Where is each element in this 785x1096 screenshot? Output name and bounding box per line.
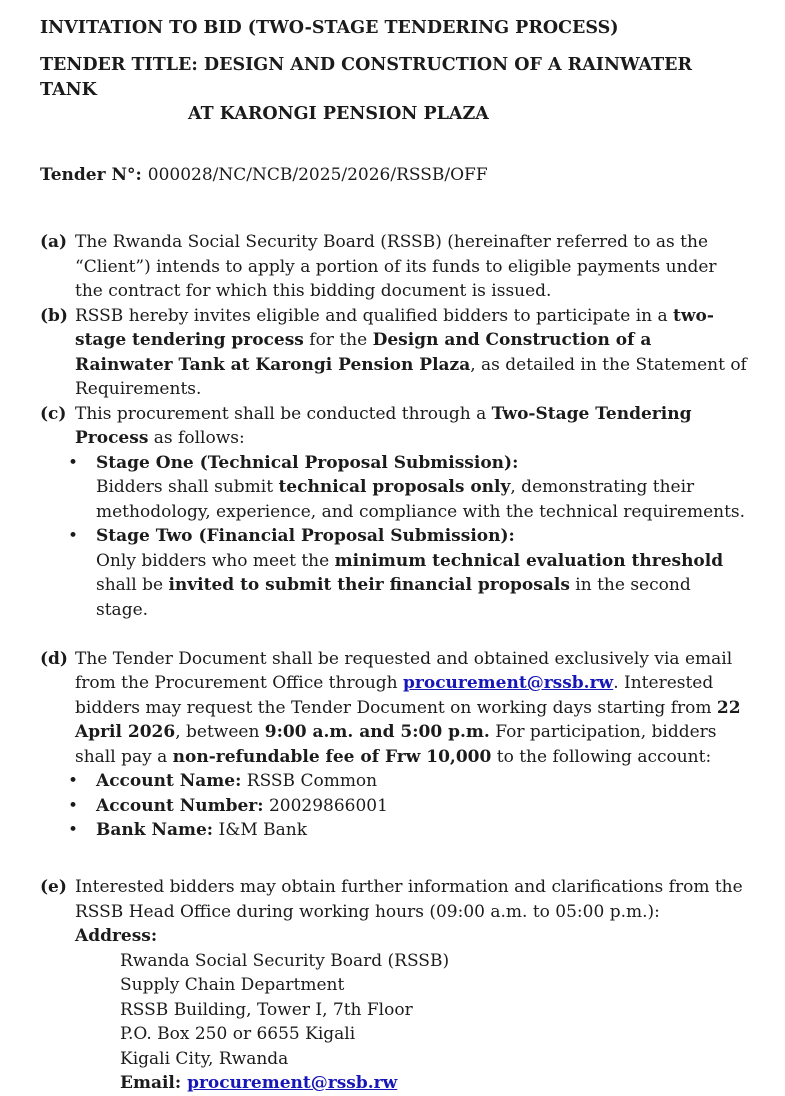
clause-a-label: (a) <box>40 232 68 252</box>
clause-e-label: (e) <box>40 877 67 897</box>
address-line <box>120 998 747 1023</box>
body-text: to the following account: <box>491 746 712 767</box>
bold-text: minimum technical evaluation threshold <box>334 550 724 571</box>
bullet-item <box>67 451 747 525</box>
bullet-text <box>96 818 747 843</box>
tender-number-value: 000028/NC/NCB/2025/2026/RSSB/OFF <box>147 165 488 185</box>
bold-text: Two-Stage Tendering Process <box>75 403 692 448</box>
body-text: Kigali City, Rwanda <box>120 1048 289 1069</box>
bullet-item <box>67 769 747 794</box>
body-text: for the <box>303 330 373 350</box>
clause-d-text <box>75 647 747 770</box>
clause-e-body <box>75 875 747 1096</box>
body-text: , as detailed in the Statement of Requirements. <box>75 354 747 399</box>
clauses-list <box>40 230 747 1096</box>
tender-title-line2: AT KARONGI PENSION PLAZA <box>188 104 489 124</box>
bullet-item <box>67 818 747 843</box>
body-text: in the second stage. <box>96 575 691 620</box>
bold-text: technical proposals only <box>278 477 511 497</box>
bullet-icon: • <box>68 452 79 473</box>
body-text: . Interested bidders may request the Tender Document on working days starting from <box>75 673 717 718</box>
bullet-icon: • <box>68 820 79 840</box>
bullet-text <box>96 769 747 794</box>
body-text: I&M Bank <box>213 820 308 840</box>
address-line <box>120 1071 747 1096</box>
bullet-text <box>96 794 747 819</box>
bullet-text <box>96 451 747 525</box>
clause-e <box>40 875 747 1096</box>
bullet-icon: • <box>68 771 79 791</box>
bold-text: Stage Two (Financial Proposal Submission): <box>96 526 515 546</box>
body-text: RSSB Common <box>241 771 378 791</box>
bold-text: invited to submit their financial proposals <box>168 575 570 595</box>
clause-b-body <box>75 304 747 402</box>
body-text: 20029866001 <box>263 795 388 816</box>
body-text: shall be <box>96 575 169 595</box>
bullet-text <box>96 524 747 622</box>
address-line <box>120 973 747 998</box>
clause-d-label: (d) <box>40 648 68 669</box>
bold-text: Stage One (Technical Proposal Submission): <box>96 452 519 473</box>
clause-b <box>40 304 747 402</box>
clause-b-label: (b) <box>40 305 68 326</box>
body-text: , demonstrating their methodology, experience, and compliance with the technical requirements. <box>96 477 746 522</box>
clause-d-body <box>68 647 747 843</box>
address-block <box>120 949 747 1096</box>
tender-title-line1: TENDER TITLE: DESIGN AND CONSTRUCTION OF A RAINWATER TANK <box>40 55 693 100</box>
address-line <box>120 1047 747 1072</box>
body-text: , between <box>175 722 265 742</box>
tender-title <box>40 53 747 127</box>
bold-text: Email: <box>120 1073 188 1093</box>
email-link[interactable]: procurement@rssb.rw <box>403 673 614 693</box>
address-line <box>120 1022 747 1047</box>
body-text: This procurement shall be conducted through a <box>75 403 492 424</box>
email-link[interactable]: procurement@rssb.rw <box>187 1073 398 1093</box>
body-text: as follows: <box>148 428 245 448</box>
clause-a-body <box>75 230 747 304</box>
tender-number-line <box>40 163 747 188</box>
body-text: RSSB hereby invites eligible and qualified bidders to participate in a <box>75 305 674 326</box>
body-text: For participation, bidders shall pay a <box>75 722 717 767</box>
bullet-icon: • <box>68 795 79 816</box>
bullet-item <box>67 794 747 819</box>
body-text: RSSB Building, Tower I, 7th Floor <box>120 999 413 1020</box>
clause-e-text <box>75 875 747 949</box>
address-line <box>120 949 747 974</box>
body-text: Rwanda Social Security Board (RSSB) <box>120 950 450 971</box>
clause-c-body <box>68 402 747 623</box>
body-text: The Tender Document shall be requested and obtained exclusively via email from the Procurement Office through <box>75 648 733 693</box>
body-text: Supply Chain Department <box>120 975 345 995</box>
bold-text: Account Number: <box>96 795 264 816</box>
bold-text: Address: <box>75 926 158 946</box>
bold-text: Account Name: <box>96 771 242 791</box>
clause-c-text <box>75 402 747 451</box>
clause-b-text <box>75 304 747 402</box>
body-text: P.O. Box 250 or 6655 Kigali <box>120 1024 356 1044</box>
bold-text: 9:00 a.m. and 5:00 p.m. <box>264 722 490 742</box>
bullet-item <box>67 524 747 622</box>
tender-number-label: Tender N°: <box>40 165 142 185</box>
clause-a <box>40 230 747 304</box>
bold-text: Design and Construction of a Rainwater Tank at Karongi Pension Plaza <box>75 330 652 375</box>
body-text: Only bidders who meet the <box>96 550 335 571</box>
clause-c-label: (c) <box>40 403 67 424</box>
bold-text: two-stage tendering process <box>75 305 714 350</box>
bold-text: non-refundable fee of Frw 10,000 <box>172 746 492 767</box>
clause-a-text <box>75 230 747 304</box>
clause-d <box>40 647 747 843</box>
bold-text: Bank Name: <box>96 820 214 840</box>
body-text: Interested bidders may obtain further information and clarifications from the RSSB Head Office during working hours (09:00 a.m. to 05:00 p.m.): <box>75 877 743 922</box>
body-text: The Rwanda Social Security Board (RSSB) (hereinafter referred to as the “Client”) intends to apply a portion of its funds to eligible payments under the contract for which this bidding document is issued. <box>75 232 717 301</box>
clause-c <box>40 402 747 623</box>
body-text: Bidders shall submit <box>96 477 279 497</box>
bold-text: 22 April 2026 <box>75 697 741 742</box>
invitation-title: INVITATION TO BID (TWO-STAGE TENDERING PROCESS) <box>40 18 619 38</box>
bullet-icon: • <box>68 526 79 546</box>
